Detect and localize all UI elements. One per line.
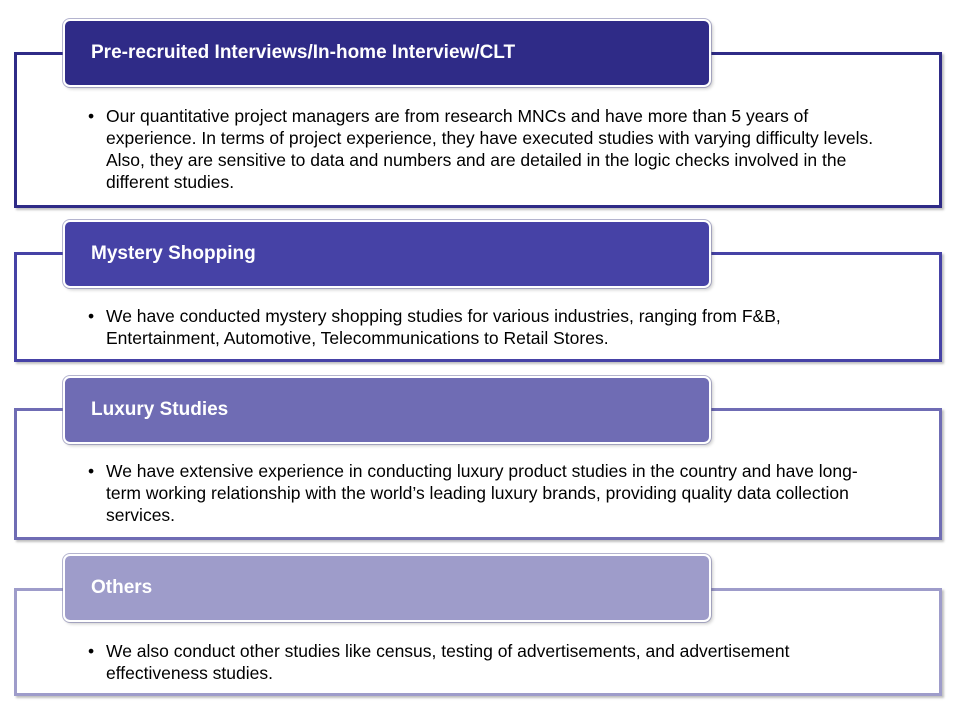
bullet-item: • We have extensive experience in conducting luxury product studies in the country and have long-term working relationship with the world’s leading luxury brands, providing quality data collection services. [88,460,878,526]
bullet-item: • We have conducted mystery shopping studies for various industries, ranging from F&B, Entertainment, Automotive, Telecommunications to Retail Stores. [88,305,878,349]
section-header-pre-recruited: Pre-recruited Interviews/In-home Interview/CLT [63,19,711,87]
section-bullets-mystery-shopping [88,305,878,349]
section-bullets-luxury-studies [88,460,878,526]
section-bullets-pre-recruited [88,105,878,193]
section-header-mystery-shopping: Mystery Shopping [63,220,711,288]
section-bullets-others [88,640,878,684]
section-header-others: Others [63,554,711,622]
bullet-item: • We also conduct other studies like census, testing of advertisements, and advertisement effectiveness studies. [88,640,878,684]
section-header-luxury-studies: Luxury Studies [63,376,711,444]
bullet-item: • Our quantitative project managers are from research MNCs and have more than 5 years of experience. In terms of project experience, they have executed studies with varying difficulty levels. Also, they are sensitive to data and numbers and are detailed in the logic checks involved in the different studies. [88,105,878,193]
